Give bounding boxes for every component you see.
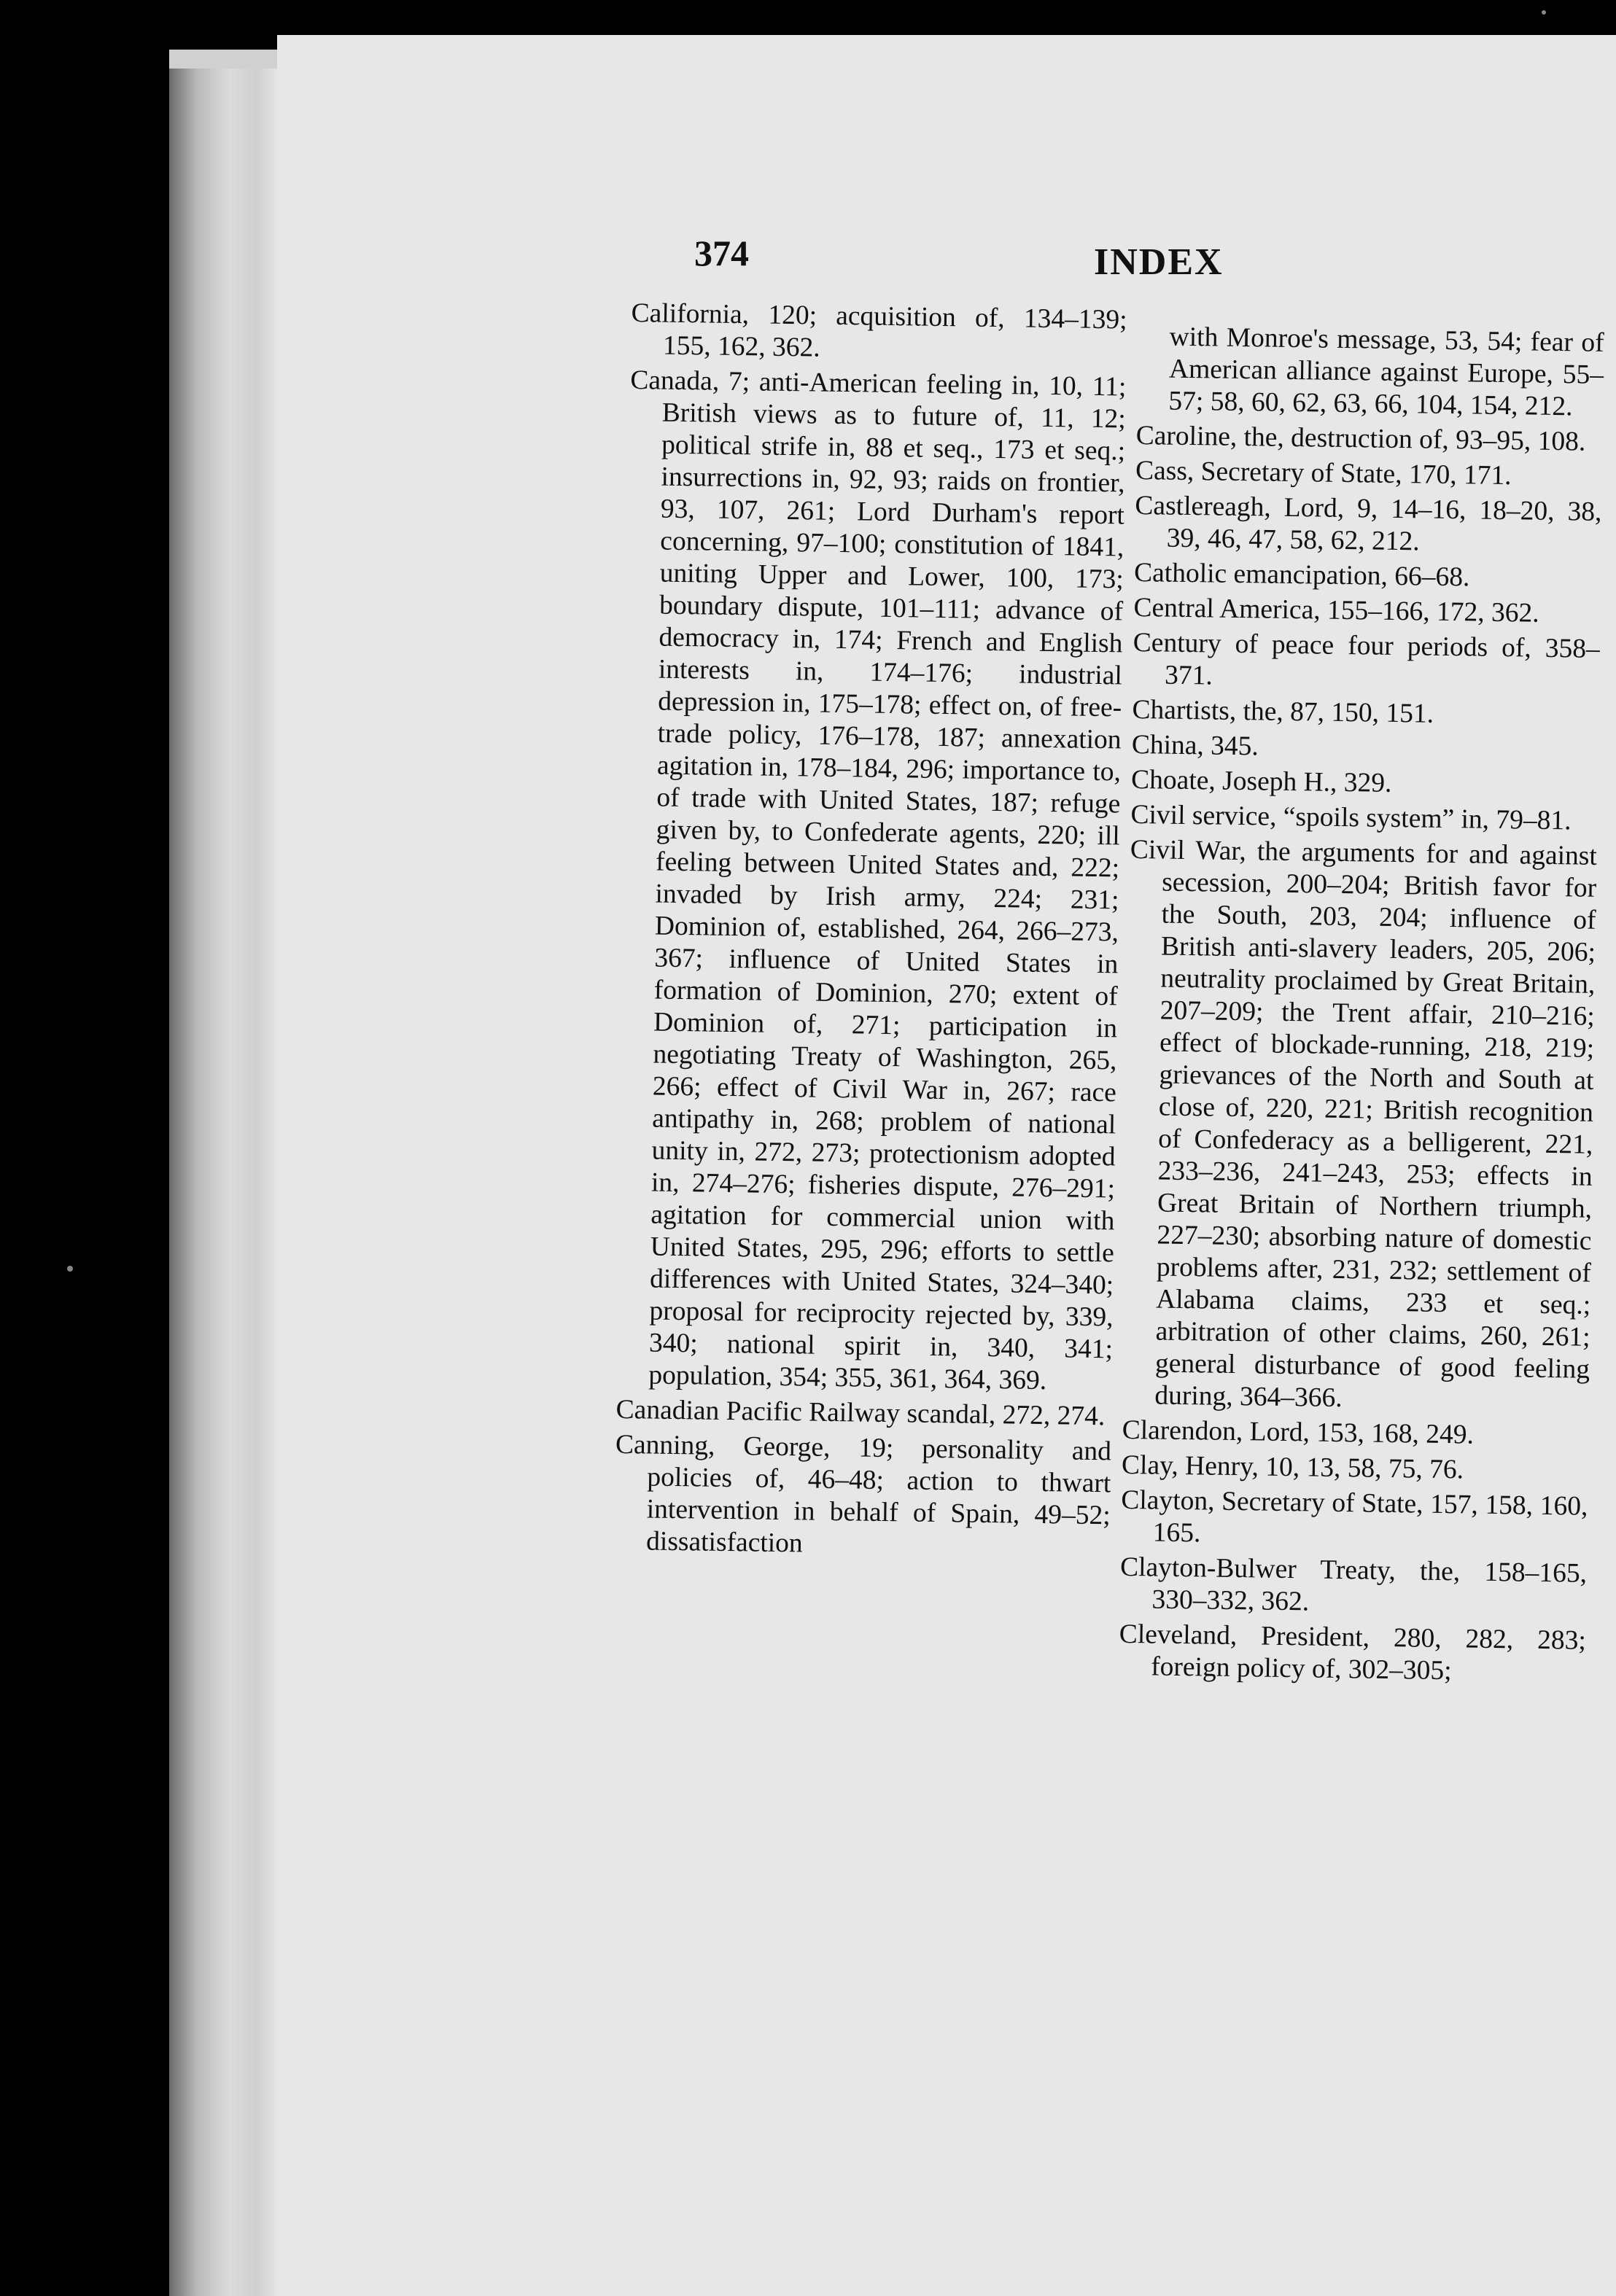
index-entry-california: California, 120; acquisition of, 134–139; 155, 162, 362. (631, 297, 1127, 363)
index-entry-clayton-bulwer: Clayton-Bulwer Treaty, the, 158–165, 330–332, 362. (1119, 1552, 1588, 1617)
index-entry-caroline: Caroline, the, destruction of, 93–95, 108. (1135, 420, 1586, 457)
index-entry-canada: Canada, 7; anti-American feeling in, 10, 11; British views as to future of, 11, 12; political strife in, 88 et seq., 173 et seq.; insurrections in, 92, 93; raids on frontier, 93, 107, 261; Lord Durham's report concerning, 97–100; constitution of 1841, uniting Upper and Lower, 100, 173; boundary dispute, 101–111; advance of democracy in, 174; French and English interests in, 174–176; industrial depression in, 175–178; effect on, of free-trade policy, 176–178, 187; annexation agitation in, 178–184, 296; importance to, of trade with United States, 187; refuge given by, to Confederate agents, 220; ill feeling between United States and, 222; invaded by Irish army, 224; 231; Dominion of, established, 264, 266–273, 367; influence of United States in formation of Dominion, 270; extent of Dominion of, 271; participation in negotiating Treaty of Washington, 265, 266; effect of Civil War in, 267; race antipathy in, 268; problem of national unity in, 272, 273; protectionism adopted in, 274–276; fisheries dispute, 276–291; agitation for commercial union with United States, 295, 296; efforts to settle differences with United States, 324–340; proposal for reciprocity rejected by, 339, 340; national spirit in, 340, 341; population, 354; 355, 361, 364, 369. (630, 365, 1127, 1396)
index-entry-chartists: Chartists, the, 87, 150, 151. (1132, 694, 1434, 729)
scan-speck (67, 1266, 73, 1272)
index-column-right (1119, 321, 1604, 1692)
scan-speck (1542, 10, 1546, 15)
index-entry-clarendon: Clarendon, Lord, 153, 168, 249. (1122, 1414, 1475, 1450)
index-entry-century-of-peace: Century of peace four periods of, 358–371. (1133, 627, 1601, 691)
page-number: 374 (694, 233, 749, 273)
book-page-edge (169, 50, 279, 2296)
index-entry-civil-service: Civil service, “spoils system” in, 79–81. (1130, 799, 1572, 836)
index-entry-clay: Clay, Henry, 10, 13, 58, 75, 76. (1121, 1449, 1464, 1485)
index-entry-civil-war: Civil War, the arguments for and against secession, 200–204; British favor for the South, 203, 204; influence of British anti-slavery leaders, 205, 206; neutrality proclaimed by Great Britain, 207–209; the Trent affair, 210–216; effect of blockade-running, 218, 219; grievances of the North and South at close of, 220, 221; British recognition of Confederacy as a belligerent, 221, 233–236, 241–243, 253; effects in Great Britain of Northern triumph, 227–230; absorbing nature of domestic problems after, 231, 232; settlement of Alabama claims, 233 et seq.; arbitration of other claims, 260, 261; general disturbance of good feeling during, 364–366. (1130, 834, 1598, 1414)
index-entry-canadian-pacific: Canadian Pacific Railway scandal, 272, 274. (615, 1394, 1106, 1432)
index-entry-castlereagh: Castlereagh, Lord, 9, 14–16, 18–20, 38, 39, 46, 47, 58, 62, 212. (1135, 490, 1602, 557)
index-column-left (614, 297, 1127, 1567)
index-entry-catholic-emancipation: Catholic emancipation, 66–68. (1133, 557, 1470, 593)
index-entry-canning: Canning, George, 19; personality and policies of, 46–48; action to thwart intervention in behalf of Spain, 49–52; dissatisfaction (615, 1429, 1112, 1559)
index-entry-central-america: Central America, 155–166, 172, 362. (1133, 592, 1539, 629)
page-heading: INDEX (1094, 241, 1224, 283)
index-entry-cleveland: Cleveland, President, 280, 282, 283; foreign policy of, 302–305; (1119, 1619, 1587, 1686)
index-entry-choate: Choate, Joseph H., 329. (1130, 764, 1392, 798)
index-entry-china: China, 345. (1131, 729, 1259, 762)
index-entry-canning-continued: with Monroe's message, 53, 54; fear of American alliance against Europe, 55–57; 58, 60, 62, 63, 66, 104, 154, 212. (1168, 322, 1604, 422)
index-entry-cass: Cass, Secretary of State, 170, 171. (1135, 455, 1512, 491)
index-entry-clayton: Clayton, Secretary of State, 157, 158, 160, 165. (1121, 1484, 1588, 1549)
